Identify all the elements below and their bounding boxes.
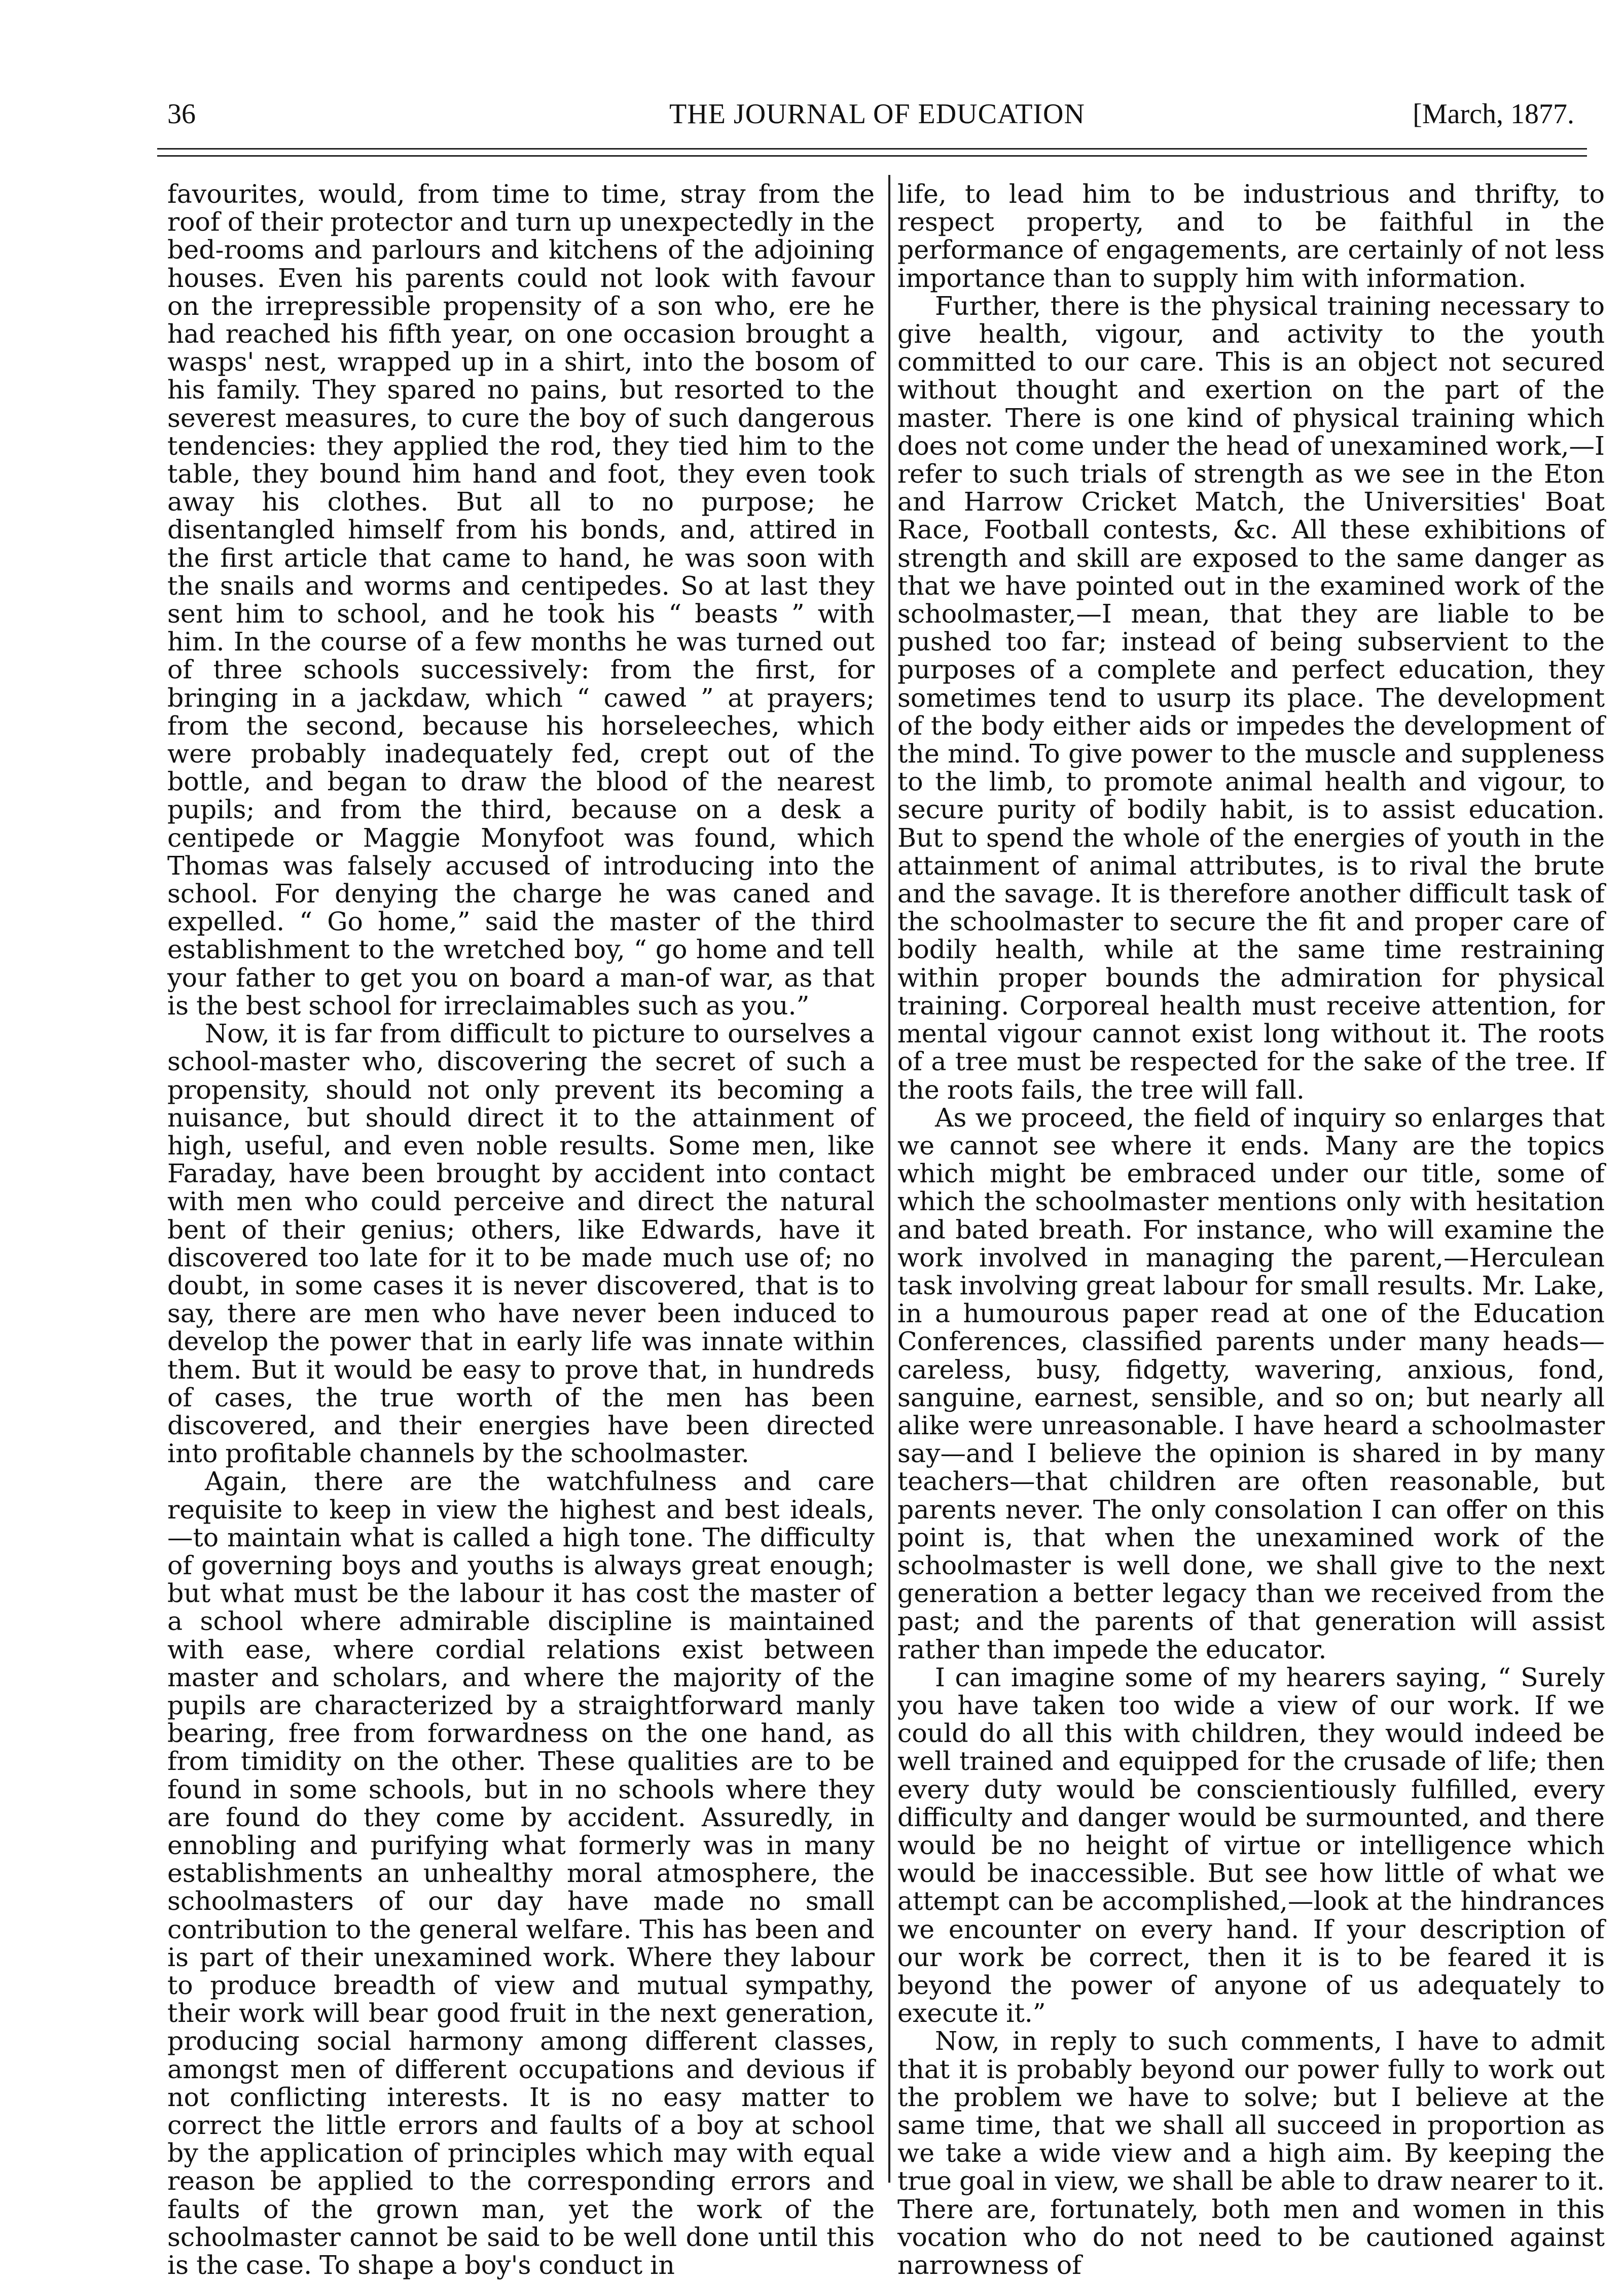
running-head: [167, 94, 1587, 134]
column-divider: [888, 175, 890, 2183]
journal-title: THE JOURNAL OF EDUCATION: [669, 98, 1085, 130]
right-column: [897, 180, 1605, 2279]
paragraph: Now, in reply to such comments, I have to admit that it is probably beyond our power fully to work out the problem we have to solve; but I believe at the same time, that we shall all succeed in proportion as we take a wide view and a high aim. By keeping the true goal in view, we shall be able to draw nearer to it. There are, fortunately, both men and women in this vocation who do not need to be cautioned against narrowness of: [897, 2026, 1605, 2280]
page-number: 36: [167, 98, 196, 130]
header-rule-top: [157, 148, 1587, 150]
paragraph: life, to lead him to be industrious and thrifty, to respect property, and to be faithful in the performance of engagements, are certainly of not less importance than to supply him with information.: [897, 179, 1605, 293]
issue-date: [March, 1877.: [1413, 98, 1574, 130]
left-column: [167, 180, 875, 2279]
paragraph: Further, there is the physical training necessary to give health, vigour, and activity to the youth committed to our care. This is an object not secured without thought and exertion on the part of the master. There is one kind of physical training which does not come under the head of unexamined work,—I refer to such trials of strength as we see in the Eton and Harrow Cricket Match, the Universities' Boat Race, Football contests, &c. All these exhibitions of strength and skill are exposed to the same danger as that we have pointed out in the examined work of the schoolmaster,—I mean, that they are liable to be pushed too far; instead of being subservient to the purposes of a complete and perfect education, they sometimes tend to usurp its place. The development of the body either aids or impedes the development of the mind. To give power to the muscle and suppleness to the limb, to promote animal health and vigour, to secure purity of bodily habit, is to assist education. But to spend the whole of the energies of youth in the attainment of animal attributes, is to rival the brute and the savage. It is therefore another difficult task of the schoolmaster to secure the fit and proper care of bodily health, while at the same time restraining within proper bounds the admiration for physical training. Corporeal health must receive attention, for mental vigour cannot exist long without it. The roots of a tree must be respected for the sake of the tree. If the roots fails, the tree will fall.: [897, 291, 1605, 1105]
paragraph: As we proceed, the field of inquiry so enlarges that we cannot see where it ends. Many are the topics which might be embraced under our title, some of which the schoolmaster mentions only with hesitation and bated breath. For instance, who will examine the work involved in managing the parent,—Herculean task involving great labour for small results. Mr. Lake, in a humourous paper read at one of the Education Conferences, classified parents under many heads—careless, busy, fidgetty, wavering, anxious, fond, sanguine, earnest, sensible, and so on; but nearly all alike were unreasonable. I have heard a schoolmaster say—and I believe the opinion is shared in by many teachers—that children are often reasonable, but parents never. The only consolation I can offer on this point is, that when the unexamined work of the schoolmaster is well done, we shall give to the next generation a better legacy than we received from the past; and the parents of that generation will assist rather than impede the educator.: [897, 1102, 1605, 1664]
paragraph: I can imagine some of my hearers saying, “ Surely you have taken too wide a view of our work. If we could do all this with children, they would indeed be well trained and equipped for the crusade of life; then every duty would be conscientiously fulfilled, every difficulty and danger would be surmounted, and there would be no height of virtue or intelligence which would be inaccessible. But see how little of what we attempt can be accomplished,—look at the hindrances we encounter on every hand. If your description of our work be correct, then it is to be feared it is beyond the power of anyone of us adequately to execute it.”: [897, 1662, 1605, 2029]
paragraph: Again, there are the watchfulness and care requisite to keep in view the highest and best ideals,—to maintain what is called a high tone. The difficulty of governing boys and youths is always great enough; but what must be the labour it has cost the master of a school where admirable discipline is maintained with ease, where cordial relations exist between master and scholars, and where the majority of the pupils are characterized by a straightforward manly bearing, free from forwardness on the one hand, as from timidity on the other. These qualities are to be found in some schools, but in no schools where they are found do they come by accident. Assuredly, in ennobling and purifying what formerly was in many establishments an unhealthy moral atmosphere, the schoolmasters of our day have made no small contribution to the general welfare. This has been and is part of their unexamined work. Where they labour to produce breadth of view and mutual sympathy, their work will bear good fruit in the next generation, producing social harmony among different classes, amongst men of different occupations and devious if not conflicting interests. It is no easy matter to correct the little errors and faults of a boy at school by the application of principles which may with equal reason be applied to the corresponding errors and faults of the grown man, yet the work of the schoolmaster cannot be said to be well done until this is the case. To shape a boy's conduct in: [167, 1466, 875, 2280]
paragraph: Now, it is far from difficult to picture to ourselves a school-master who, discovering the secret of such a propensity, should not only prevent its becoming a nuisance, but should direct it to the attainment of high, useful, and even noble results. Some men, like Faraday, have been brought by accident into contact with men who could perceive and direct the natural bent of their genius; others, like Edwards, have it discovered too late for it to be made much use of; no doubt, in some cases it is never discovered, that is to say, there are men who have never been induced to develop the power that in early life was innate within them. But it would be easy to prove that, in hundreds of cases, the true worth of the men has been discovered, and their energies have been directed into profitable channels by the schoolmaster.: [167, 1019, 875, 1469]
header-rule-bottom: [157, 155, 1587, 157]
paragraph: favourites, would, from time to time, stray from the roof of their protector and turn up unexpectedly in the bed-rooms and parlours and kitchens of the adjoining houses. Even his parents could not look with favour on the irrepressible propensity of a son who, ere he had reached his fifth year, on one occasion brought a wasps' nest, wrapped up in a shirt, into the bosom of his family. They spared no pains, but resorted to the severest measures, to cure the boy of such dangerous tendencies: they applied the rod, they tied him to the table, they bound him hand and foot, they even took away his clothes. But all to no purpose; he disentangled himself from his bonds, and, attired in the first article that came to hand, he was soon with the snails and worms and centipedes. So at last they sent him to school, and he took his “ beasts ” with him. In the course of a few months he was turned out of three schools successively: from the first, for bringing in a jackdaw, which “ cawed ” at prayers; from the second, because his horseleeches, which were probably inadequately fed, crept out of the bottle, and began to draw the blood of the nearest pupils; and from the third, because on a desk a centipede or Maggie Monyfoot was found, which Thomas was falsely accused of introducing into the school. For denying the charge he was caned and expelled. “ Go home,” said the master of the third establishment to the wretched boy, “ go home and tell your father to get you on board a man-of war, as that is the best school for irreclaimables such as you.”: [167, 179, 875, 1021]
